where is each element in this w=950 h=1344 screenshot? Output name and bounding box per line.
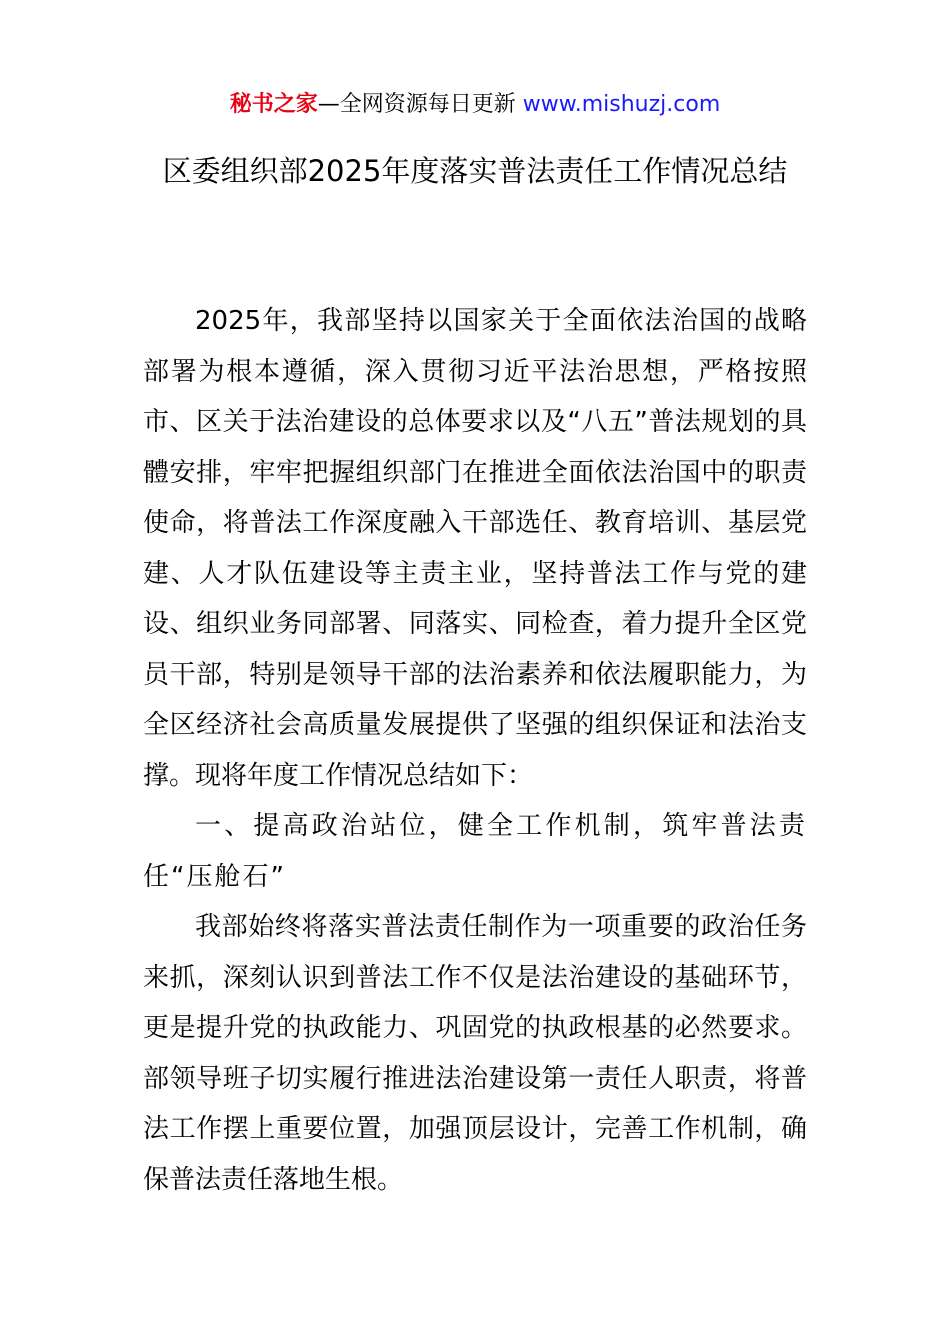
section-heading: 一、提高政治站位，健全工作机制，筑牢普法责任“压舱石” bbox=[143, 811, 807, 892]
intro-paragraph: 2025年，我部坚持以国家关于全面依法治国的战略部署为根本遵循，深入贯彻习近平法治思想，严格按照市、区关于法治建设的总体要求以及“八五”普法规划的具體安排，牢牢把握组织部门在推进全面依法治国中的职责使命，将普法工作深度融入干部选任、教育培训、基层党建、人才队伍建设等主责主业，坚持普法工作与党的建设、组织业务同部署、同落实、同检查，着力提升全区党员干部，特别是领导干部的法治素养和依法履职能力，为全区经济社会高质量发展提供了坚强的组织保证和法治支撑。现将年度工作情况总结如下： bbox=[143, 306, 807, 791]
document-title: 区委组织部2025年度落实普法责任工作情况总结 bbox=[162, 154, 788, 188]
site-header bbox=[0, 88, 950, 122]
document-body bbox=[143, 296, 807, 1205]
site-tagline: —全网资源每日更新 bbox=[317, 92, 523, 117]
section-paragraph: 我部始终将落实普法责任制作为一项重要的政治任务来抓，深刻认识到普法工作不仅是法治建设的基础环节，更是提升党的执政能力、巩固党的执政根基的必然要求。部领导班子切实履行推进法治建设第一责任人职责，将普法工作摆上重要位置，加强顶层设计，完善工作机制，确保普法责任落地生根。 bbox=[143, 912, 807, 1195]
brand-name: 秘书之家 bbox=[229, 92, 318, 117]
site-url[interactable]: www.mishuzj.com bbox=[522, 92, 721, 117]
